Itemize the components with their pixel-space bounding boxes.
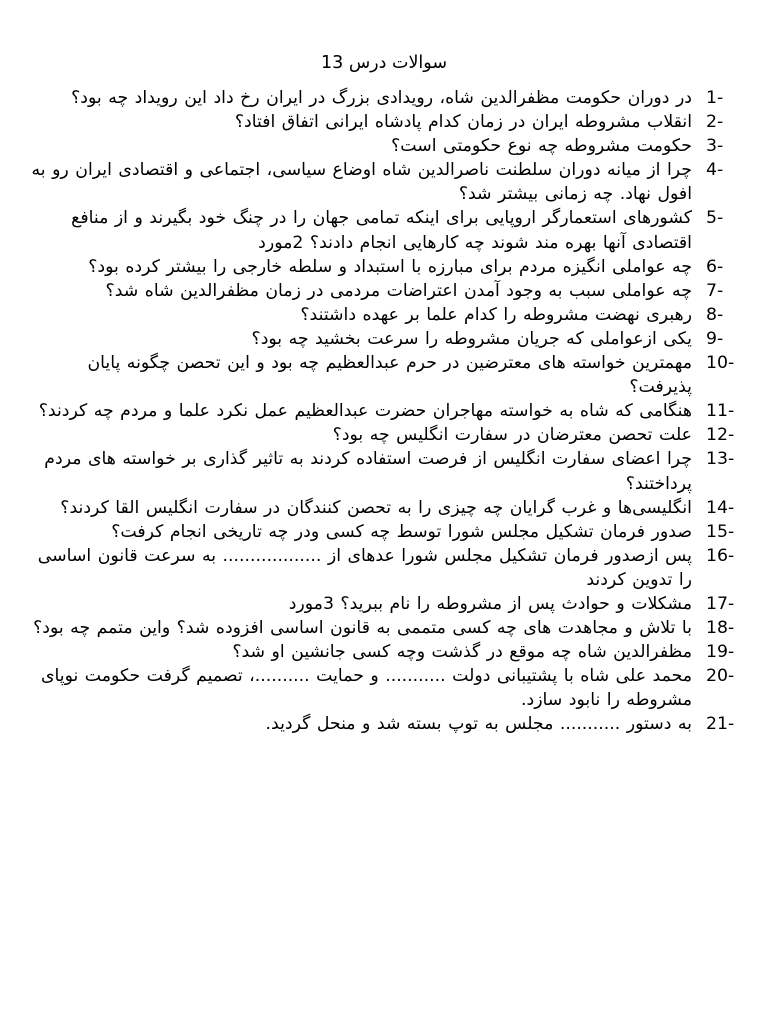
- question-number: 14-: [706, 497, 735, 518]
- question-text: یکی ازعواملی که جریان مشروطه را سرعت بخشید چه بود؟: [251, 328, 692, 349]
- question-number: 9-: [706, 328, 724, 349]
- question-text: محمد علی شاه با پشتیبانی دولت ........... و حمایت ..........، تصمیم گرفت حکومت نوپای مشروطه را نابود سازد.: [40, 666, 692, 711]
- question-item: [28, 616, 752, 640]
- question-list: [28, 86, 752, 737]
- question-text: کشورهای استعمارگر اروپایی برای اینکه تمامی جهان را در چنگ خود بگیرند و از منافع اقتصادی آنها بهره مند شوند چه کارهایی انجام دادند؟ 2مورد: [71, 208, 692, 253]
- question-item: [28, 327, 752, 351]
- question-number: 6-: [706, 256, 724, 277]
- question-number: 13-: [706, 449, 735, 470]
- question-item: [28, 640, 752, 664]
- question-number: 12-: [706, 425, 735, 446]
- question-item: [28, 303, 752, 327]
- question-text: با تلاش و مجاهدت های چه کسی متممی به قانون اساسی افزوده شد؟ واین متمم چه بود؟: [33, 618, 692, 639]
- question-item: [28, 86, 752, 110]
- question-number: 3-: [706, 136, 724, 157]
- question-item: [28, 544, 752, 592]
- question-item: [28, 351, 752, 399]
- question-number: 7-: [706, 280, 724, 301]
- question-number: 1-: [706, 88, 724, 108]
- question-number: 19-: [706, 642, 735, 663]
- question-item: [28, 255, 752, 279]
- question-text: چرا اعضای سفارت انگلیس از فرصت استفاده کردند به تاثیر گذاری بر خواسته های مردم پرداختند؟: [44, 449, 692, 494]
- question-item: [28, 520, 752, 544]
- question-item: [28, 496, 752, 520]
- question-text: چه عواملی سبب به وجود آمدن اعتراضات مردمی در زمان مظفرالدین شاه شد؟: [105, 280, 692, 301]
- question-item: [28, 712, 752, 736]
- question-number: 17-: [706, 593, 735, 614]
- question-number: 16-: [706, 545, 735, 566]
- question-number: 20-: [706, 666, 735, 687]
- question-item: [28, 592, 752, 616]
- page-title: سوالات درس 13: [320, 53, 448, 73]
- question-number: 15-: [706, 521, 735, 542]
- question-item: [28, 206, 752, 254]
- question-item: [28, 447, 752, 495]
- question-number: 5-: [706, 208, 724, 229]
- question-text: انگلیسی‌ها و غرب گرایان چه چیزی را به تحصن کنندگان در سفارت انگلیس القا کردند؟: [60, 497, 692, 518]
- question-text: مظفرالدین شاه چه موقع در گذشت وچه کسی جانشین او شد؟: [232, 642, 692, 663]
- question-text: چه عواملی انگیزه مردم برای مبارزه با استبداد و سلطه خارجی را بیشتر کرده بود؟: [88, 256, 692, 277]
- question-item: [28, 279, 752, 303]
- question-text: مهمترین خواسته های معترضین در حرم عبدالعظیم چه بود و این تحصن چگونه پایان پذیرفت؟: [87, 353, 692, 398]
- question-text: به دستور ........... مجلس به توپ بسته شد و منحل گردید.: [265, 714, 692, 735]
- question-number: 18-: [706, 618, 735, 639]
- question-number: 4-: [706, 160, 724, 181]
- question-item: [28, 423, 752, 447]
- question-text: صدور فرمان تشکیل مجلس شورا توسط چه کسی ودر چه تاریخی انجام کرفت؟: [111, 521, 692, 542]
- question-number: 21-: [706, 714, 735, 735]
- question-text: در دوران حکومت مظفرالدین شاه، رویدادی بزرگ در ایران رخ داد این رویداد چه بود؟: [71, 88, 692, 108]
- question-number: 8-: [706, 304, 724, 325]
- question-item: [28, 664, 752, 712]
- question-text: علت تحصن معترضان در سفارت انگلیس چه بود؟: [332, 425, 692, 446]
- question-item: [28, 399, 752, 423]
- question-number: 2-: [706, 112, 724, 133]
- question-item: [28, 158, 752, 206]
- question-item: [28, 110, 752, 134]
- question-text: هنگامی که شاه به خواسته مهاجران حضرت عبدالعظیم عمل نکرد علما و مردم چه کردند؟: [38, 401, 692, 422]
- question-text: حکومت مشروطه چه نوع حکومتی است؟: [391, 136, 692, 157]
- question-text: انقلاب مشروطه ایران در زمان کدام پادشاه ایرانی اتفاق افتاد؟: [234, 112, 692, 133]
- question-text: مشکلات و حوادث پس از مشروطه را نام ببرید؟ 3مورد: [288, 593, 692, 614]
- question-number: 10-: [706, 353, 735, 374]
- question-item: [28, 134, 752, 158]
- question-text: چرا از میانه دوران سلطنت ناصرالدین شاه اوضاع سیاسی، اجتماعی و اقتصادی ایران رو به افول نهاد. چه زمانی بیشتر شد؟: [31, 160, 692, 205]
- question-text: رهبری نهضت مشروطه را کدام علما بر عهده داشتند؟: [300, 304, 692, 325]
- question-text: پس ازصدور فرمان تشکیل مجلس شورا عدهای از .................. به سرعت قانون اساسی را تدوین کردند: [37, 545, 692, 590]
- question-number: 11-: [706, 401, 735, 422]
